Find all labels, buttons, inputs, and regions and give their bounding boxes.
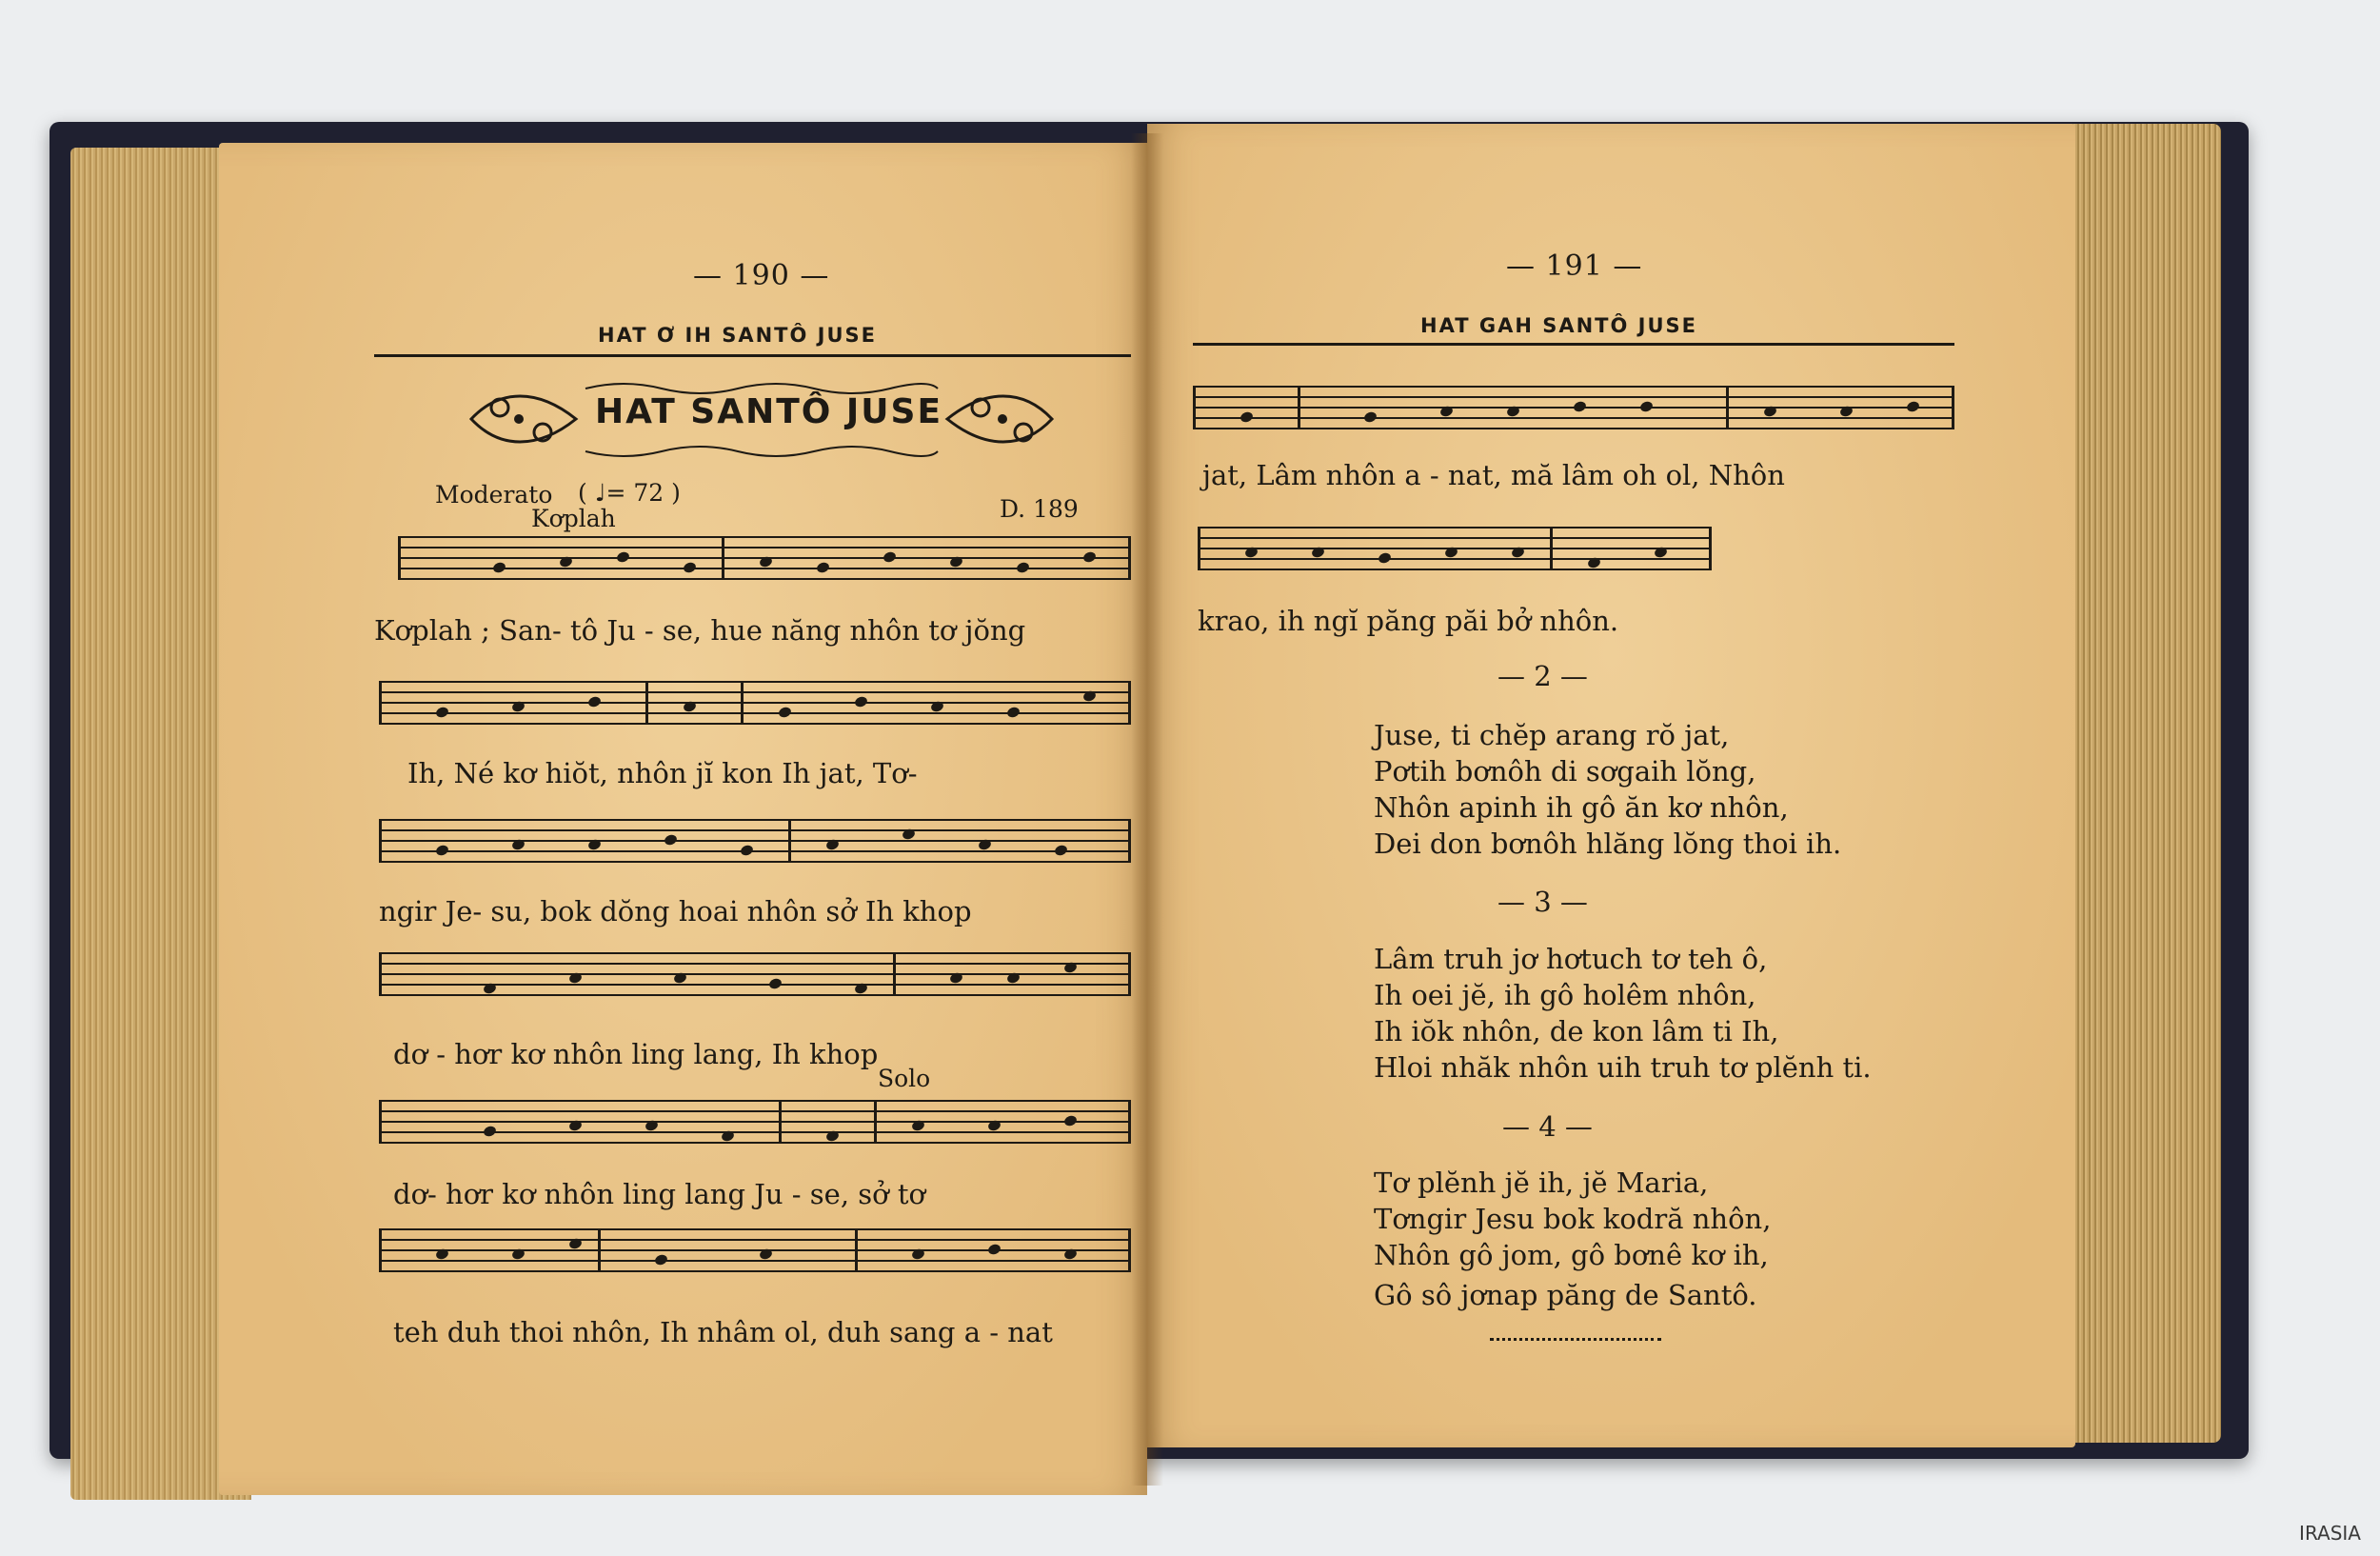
part-label: Kơplah — [531, 505, 616, 532]
song-title: HAT SANTÔ JUSE — [595, 392, 943, 431]
verse-line: Dei don bơnôh hlăng lŏng thoi ih. — [1374, 828, 1842, 860]
verse-number: — 4 — — [1502, 1110, 1593, 1143]
verse-line: Tơ plĕnh jĕ ih, jĕ Maria, — [1374, 1167, 1709, 1199]
verse-line: Ih oei jĕ, ih gô holêm nhôn, — [1374, 979, 1756, 1011]
verse-line: Gô sô jơnap păng de Santô. — [1374, 1279, 1757, 1311]
right-running-head: HAT GAH SANTÔ JUSE — [1420, 314, 1697, 337]
verse-number: — 3 — — [1497, 886, 1588, 918]
left-header-rule — [374, 354, 1131, 357]
left-running-head: HAT Ơ IH SANTÔ JUSE — [598, 324, 877, 347]
solo-label: Solo — [878, 1065, 931, 1092]
verse-line: Nhôn gô jom, gô bơnê kơ ih, — [1374, 1239, 1769, 1271]
book-gutter — [1131, 133, 1163, 1486]
lyric-line-4: dơ - hơr kơ nhôn ling lang, Ih khop — [393, 1038, 879, 1070]
verse-line: Lâm truh jơ hơtuch tơ teh ô, — [1374, 943, 1768, 975]
page-edges-right — [2064, 124, 2221, 1443]
left-page-number: — 190 — — [693, 259, 830, 292]
music-staff — [379, 1228, 1131, 1272]
verse-line: Juse, ti chĕp arang rŏ jat, — [1374, 719, 1730, 751]
music-staff — [379, 819, 1131, 863]
lyric-line-2: Ih, Né kơ hiŏt, nhôn jĭ kon Ih jat, Tơ- — [407, 757, 918, 789]
right-lyric-line-1: jat, Lâm nhôn a - nat, mă lâm oh ol, Nhôn — [1202, 459, 1785, 491]
watermark: IRASIA — [2299, 1522, 2361, 1545]
verse-line: Pơtih bơnôh di sơgaih lŏng, — [1374, 755, 1756, 788]
right-page-number: — 191 — — [1506, 249, 1643, 283]
music-staff — [1198, 527, 1712, 570]
music-staff — [379, 1100, 1131, 1144]
verse-line: Ih iŏk nhôn, de kon lâm ti Ih, — [1374, 1015, 1779, 1047]
end-ornament — [1490, 1338, 1661, 1341]
music-staff — [379, 952, 1131, 996]
music-staff — [379, 681, 1131, 725]
right-lyric-line-2: krao, ih ngĭ păng păi bở nhôn. — [1198, 605, 1619, 637]
right-header-rule — [1193, 343, 1954, 346]
metronome-mark: ( ♩= 72 ) — [578, 479, 681, 507]
verse-line: Nhôn apinh ih gô ăn kơ nhôn, — [1374, 791, 1789, 824]
lyric-line-6: teh duh thoi nhôn, Ih nhâm ol, duh sang a - nat — [393, 1316, 1053, 1348]
lyric-line-3: ngir Je- su, bok dŏng hoai nhôn sở Ih khop — [379, 895, 972, 928]
music-staff — [1193, 386, 1954, 429]
tempo-marking: Moderato — [435, 481, 553, 509]
lyric-line-1: Kơplah ; San- tô Ju - se, hue năng nhôn tơ jŏng — [374, 614, 1026, 647]
verse-line: Tơngir Jesu bok kodră nhôn, — [1374, 1203, 1772, 1235]
lyric-line-5: dơ- hơr kơ nhôn ling lang Ju - se, sở tơ — [393, 1178, 925, 1210]
verse-line: Hloi nhăk nhôn uih truh tơ plĕnh ti. — [1374, 1051, 1872, 1084]
verse-number: — 2 — — [1497, 660, 1588, 692]
music-staff — [398, 536, 1131, 580]
reference-number: D. 189 — [1000, 495, 1079, 523]
song-title-ornament — [462, 379, 1061, 459]
